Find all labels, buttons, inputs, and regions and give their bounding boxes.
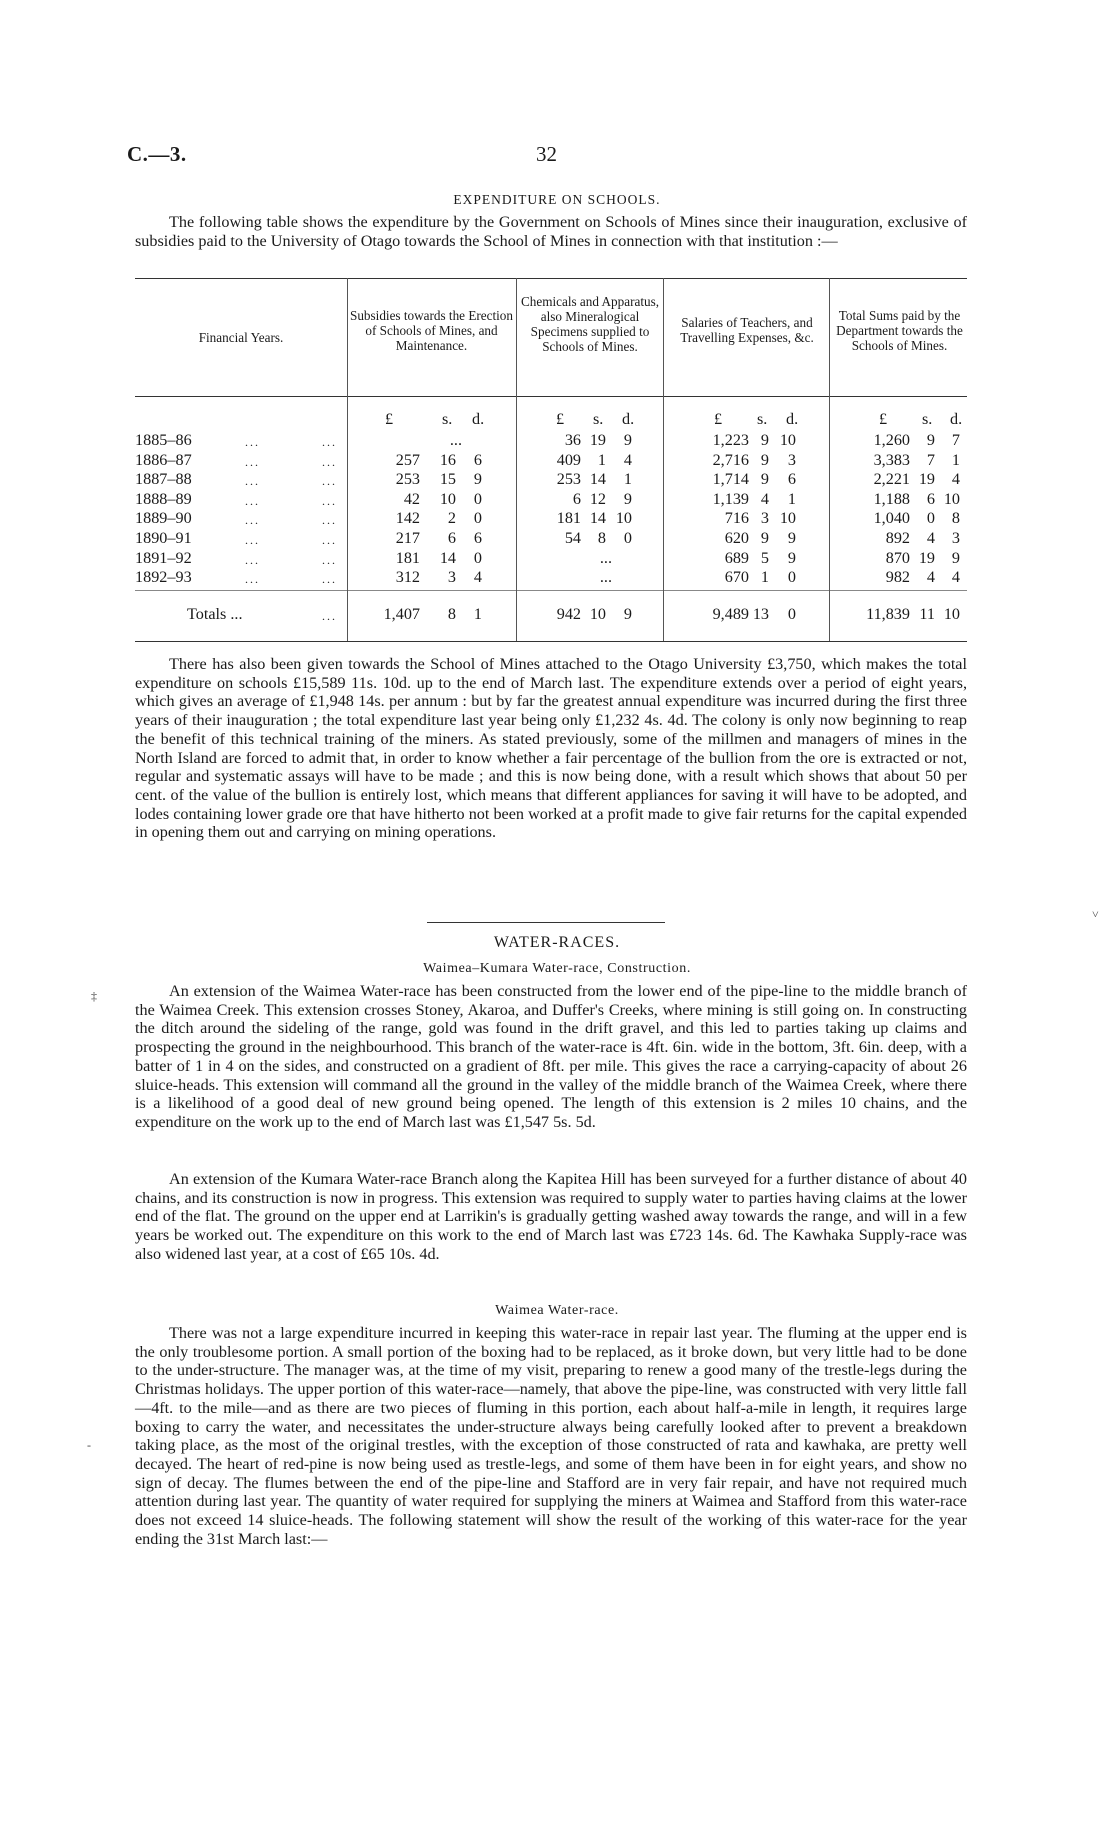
total-cell: 3,383 [873, 450, 910, 469]
table-body-rule [135, 590, 967, 591]
leader-dots: ... [322, 435, 337, 449]
total-cell: 19 [918, 470, 935, 489]
chemicals-cell: 14 [589, 470, 606, 489]
chemicals-cell: 12 [589, 489, 606, 508]
total-cell: 3 [951, 529, 960, 547]
subsidies-cell: ... [449, 431, 462, 449]
salaries-cell: 670 [724, 568, 749, 587]
leader-dots: ... [245, 533, 260, 547]
salaries-cell: 9 [760, 470, 769, 489]
chemicals-cell: 181 [556, 509, 581, 528]
totals-total-cell: 11 [919, 605, 935, 623]
unit-pence: d. [950, 410, 963, 428]
subsidies-cell: 253 [395, 470, 420, 489]
total-cell: 1,040 [873, 509, 910, 528]
leader-dots: ... [245, 474, 260, 489]
salaries-cell: 6 [787, 470, 796, 489]
subsection-title-waimea: Waimea Water-race. [495, 1303, 619, 1318]
margin-mark: ‡ [91, 989, 97, 1003]
leader-dots: ... [245, 552, 260, 567]
total-cell: 1 [951, 450, 960, 469]
chemicals-cell: 1 [623, 470, 632, 489]
chemicals-cell: 54 [564, 529, 581, 547]
total-cell: 8 [951, 509, 960, 528]
chemicals-cell: 10 [615, 509, 632, 528]
waimea-paragraph-1-text: There was not a large expenditure incurred in keeping this water-race in repair last year. The fluming at the upper end is the only troublesome portion. A small portion of the boxing had to be replaced, as it broke down, but very little had to be done to the under-structure. The manager was, at the time of my visit, preparing to renew a good many of the trestle-legs during the Christmas holidays. The upper portion of this water-race—namely, that above the pipe-line, was constructed with very little fall—4ft. to the mile—and as there are two pieces of fluming in this portion, each about half-a-mile in length, it requires large boxing to carry the water, and necessitates the under-structure always being carefully looked after to prevent a breakdown taking place, as the most of the original trestles, with the exception of those constructed of rata and kawhaka, are pretty well decayed. The heart of red-pine is now being used as trestle-legs, and some of them have been in for eight years, and show no sign of decay. The flumes between the end of the pipe-line and Stafford are in very fair repair, and have not required much attention during last year. The quantity of water required for supplying the miners at Waimea and Stafford from this water-race does not exceed 14 sluice-heads. The following statement will show the result of the working of this water-race for the year ending the 31st March last:— [135, 1324, 967, 1548]
total-cell: 6 [926, 489, 935, 508]
leader-dots: ... [322, 572, 337, 587]
unit-pound: £ [714, 410, 723, 428]
waimea-paragraph-1 [135, 1324, 967, 1548]
total-cell: 9 [926, 431, 935, 449]
chemicals-cell: 6 [572, 489, 581, 508]
kumara-paragraph-1-text: An extension of the Waimea Water-race has been constructed from the lower end of the pipe-line to the middle branch of the Waimea Creek. This extension crosses Stoney, Akaroa, and Duffer's Creeks, where mining is still going on. In constructing the ditch around the sideling of the range, gold was found in the drift gravel, and this led to parties taking up claims and prospecting the ground in the neighbourhood. This branch of the water-race is 4ft. 6in. wide in the bottom, 3ft. 6in. deep, with a batter of 1 in 4 on the sides, and constructed on a gradient of 8ft. per mile. This gives the race a carrying-capacity of about 26 sluice-heads. This extension will command all the ground in the valley of the middle branch of the Waimea Creek, where there is a likelihood of a good deal of new ground being opened. The length of this extension is 2 miles 10 chains, and the expenditure on the work up to the end of March last was £1,547 5s. 5d. [135, 982, 967, 1131]
unit-shilling: s. [442, 410, 453, 428]
salaries-cell: 1,714 [712, 470, 749, 489]
chemicals-cell: ... [599, 548, 612, 567]
table-top-rule [135, 278, 967, 279]
table-header-rule [135, 396, 967, 397]
subsidies-cell: 42 [403, 489, 420, 508]
totals-chemicals-cell: 942 [556, 605, 581, 623]
total-cell: 4 [951, 470, 960, 489]
unit-pence: d. [786, 410, 799, 428]
totals-chemicals-cell: 10 [589, 605, 606, 623]
margin-mark: ˅ [1092, 907, 1099, 921]
leader-dots: ... [245, 513, 260, 528]
section-title-expenditure: EXPENDITURE ON SCHOOLS. [453, 192, 661, 207]
subsidies-cell: 15 [439, 470, 456, 489]
subsidies-cell: 6 [447, 529, 456, 547]
header-chemicals: Chemicals and Apparatus, also Mineralogical Specimens supplied to Schools of Mines. [520, 294, 660, 354]
expenditure-paragraph [135, 655, 967, 842]
chemicals-cell: 19 [589, 431, 606, 449]
totals-total-cell: 10 [943, 605, 960, 623]
header-total: Total Sums paid by the Department towards the Schools of Mines. [836, 308, 963, 353]
subsidies-cell: 0 [473, 548, 482, 567]
unit-pound: £ [879, 410, 888, 428]
total-cell: 0 [926, 509, 935, 528]
kumara-paragraph-1 [135, 982, 967, 1132]
unit-pence: d. [472, 410, 485, 428]
total-cell: 2,221 [873, 470, 910, 489]
header-salaries: Salaries of Teachers, and Travelling Expenses, &c. [680, 315, 814, 345]
totals-dots: ... [322, 609, 337, 623]
chemicals-cell: 8 [597, 529, 606, 547]
chemicals-cell: 4 [623, 450, 632, 469]
leader-dots: ... [322, 454, 337, 469]
subsidies-cell: 9 [473, 470, 482, 489]
chemicals-cell: 0 [623, 529, 632, 547]
subsidies-cell: 2 [447, 509, 456, 528]
unit-shilling: s. [922, 410, 933, 428]
salaries-cell: 2,716 [712, 450, 749, 469]
unit-shilling: s. [757, 410, 768, 428]
chemicals-cell: ... [599, 568, 612, 587]
totals-salaries-cell: 0 [787, 605, 796, 623]
chemicals-cell: 9 [623, 489, 632, 508]
chemicals-cell: 9 [623, 431, 632, 449]
subsidies-cell: 3 [447, 568, 456, 587]
totals-subsidies-cell: 1 [473, 605, 482, 623]
subsidies-cell: 257 [395, 450, 420, 469]
subsidies-cell: 142 [395, 509, 420, 528]
chemicals-cell: 1 [597, 450, 606, 469]
totals-subsidies-cell: 8 [447, 605, 456, 623]
col-divider-2 [516, 278, 517, 641]
leader-dots: ... [245, 435, 260, 449]
unit-pence: d. [622, 410, 635, 428]
total-cell: 4 [926, 529, 935, 547]
subsidies-cell: 10 [439, 489, 456, 508]
document-code: C.—3. [127, 142, 187, 166]
intro-paragraph [135, 213, 967, 250]
total-cell: 10 [943, 489, 960, 508]
salaries-cell: 620 [724, 529, 749, 547]
year-cell: 1889–90 [135, 509, 192, 528]
total-cell: 4 [926, 568, 935, 587]
subsidies-cell: 312 [395, 568, 420, 587]
col-divider-1 [347, 278, 348, 641]
chemicals-cell: 14 [589, 509, 606, 528]
salaries-cell: 9 [760, 450, 769, 469]
salaries-cell: 10 [779, 431, 796, 449]
chemicals-cell: 253 [556, 470, 581, 489]
year-cell: 1890–91 [135, 529, 192, 547]
total-cell: 7 [926, 450, 935, 469]
subsidies-cell: 6 [473, 529, 482, 547]
total-cell: 19 [918, 548, 935, 567]
leader-dots: ... [245, 454, 260, 469]
year-cell: 1887–88 [135, 470, 192, 489]
totals-label: Totals ... [187, 605, 243, 623]
leader-dots: ... [322, 493, 337, 508]
leader-dots: ... [322, 513, 337, 528]
margin-mark: - [87, 1438, 91, 1452]
salaries-cell: 9 [787, 548, 796, 567]
salaries-cell: 3 [760, 509, 769, 528]
year-cell: 1888–89 [135, 489, 192, 508]
chemicals-cell: 36 [564, 431, 581, 449]
year-cell: 1892–93 [135, 568, 192, 587]
leader-dots: ... [245, 572, 260, 587]
page-number: 32 [536, 142, 557, 166]
kumara-paragraph-2-text: An extension of the Kumara Water-race Branch along the Kapitea Hill has been surveyed for a further distance of about 40 chains, and its construction is now in progress. This extension was required to supply water to parties having claims at the lower end of the flat. The ground on the upper end at Larrikin's is gradually getting washed away towards the range, and will in a few years be worked out. The expenditure on this work to the end of March last was £723 14s. 6d. The Kawhaka Supply-race was also widened last year, at a cost of £65 10s. 4d. [135, 1170, 967, 1263]
leader-dots: ... [322, 474, 337, 489]
col-divider-4 [829, 278, 830, 641]
expenditure-paragraph-text: There has also been given towards the School of Mines attached to the Otago University £3,750, which makes the total expenditure on schools £15,589 11s. 10d. up to the end of March last. The expenditure extends over a period of eight years, which gives an average of £1,948 14s. per annum : but by far the greatest annual expenditure was incurred during the first three years of their inauguration ; the total expenditure last year being only £1,232 4s. 4d. The colony is only now beginning to reap the benefit of this technical training of the miners. As stated previously, some of the millmen and managers of mines in the North Island are forced to admit that, in order to know whether a fair percentage of the bullion from the ore is extracted or not, regular and systematic assays will have to be made ; and this is now being done, with a result which shows that about 50 per cent. of the value of the bullion is entirely lost, which means that different appliances for saving it will have to be adopted, and lodes containing lower grade ore that have hitherto not been worked at a profit made to give fair returns for the capital expended in opening them out and carrying on mining operations. [135, 655, 967, 842]
salaries-cell: 10 [779, 509, 796, 528]
unit-pound: £ [385, 410, 394, 428]
header-subsidies: Subsidies towards the Erection of Schools of Mines, and Maintenance. [350, 308, 513, 353]
total-cell: 9 [951, 548, 960, 567]
total-cell: 982 [885, 568, 910, 587]
leader-dots: ... [322, 533, 337, 547]
subsidies-cell: 181 [395, 548, 420, 567]
table-bottom-rule [135, 641, 967, 642]
salaries-cell: 9 [787, 529, 796, 547]
total-cell: 1,188 [873, 489, 910, 508]
totals-chemicals-cell: 9 [623, 605, 632, 623]
totals-total-cell: 11,839 [866, 605, 910, 623]
salaries-cell: 4 [760, 489, 769, 508]
salaries-cell: 689 [724, 548, 749, 567]
salaries-cell: 1 [760, 568, 769, 587]
leader-dots: ... [322, 552, 337, 567]
subsection-title-kumara: Waimea–Kumara Water-race, Construction. [423, 961, 691, 976]
totals-subsidies-cell: 1,407 [383, 605, 420, 623]
year-cell: 1885–86 [135, 431, 192, 449]
salaries-cell: 1,139 [712, 489, 749, 508]
col-divider-3 [663, 278, 664, 641]
subsidies-cell: 0 [473, 489, 482, 508]
year-cell: 1891–92 [135, 548, 192, 567]
intro-text: The following table shows the expenditure by the Government on Schools of Mines since their inauguration, exclusive of subsidies paid to the University of Otago towards the School of Mines in connection with that institution :— [135, 213, 967, 250]
subsidies-cell: 0 [473, 509, 482, 528]
salaries-cell: 1,223 [712, 431, 749, 449]
section-title-water-races: WATER-RACES. [493, 934, 621, 951]
subsidies-cell: 6 [473, 450, 482, 469]
unit-shilling: s. [593, 410, 604, 428]
salaries-cell: 0 [787, 568, 796, 587]
totals-salaries-cell: 13 [752, 605, 769, 623]
subsidies-cell: 16 [439, 450, 456, 469]
unit-pound: £ [556, 410, 565, 428]
year-cell: 1886–87 [135, 450, 192, 469]
kumara-paragraph-2 [135, 1170, 967, 1264]
salaries-cell: 716 [724, 509, 749, 528]
total-cell: 892 [885, 529, 910, 547]
total-cell: 7 [951, 431, 960, 449]
totals-salaries-cell: 9,489 [712, 605, 749, 623]
header-financial-years: Financial Years. [198, 330, 284, 345]
subsidies-cell: 14 [439, 548, 456, 567]
salaries-cell: 1 [787, 489, 796, 508]
salaries-cell: 5 [760, 548, 769, 567]
section-divider [427, 922, 665, 923]
total-cell: 870 [885, 548, 910, 567]
total-cell: 4 [951, 568, 960, 587]
salaries-cell: 9 [760, 431, 769, 449]
chemicals-cell: 409 [556, 450, 581, 469]
salaries-cell: 9 [760, 529, 769, 547]
total-cell: 1,260 [873, 431, 910, 449]
subsidies-cell: 217 [395, 529, 420, 547]
salaries-cell: 3 [787, 450, 796, 469]
leader-dots: ... [245, 493, 260, 508]
subsidies-cell: 4 [473, 568, 482, 587]
